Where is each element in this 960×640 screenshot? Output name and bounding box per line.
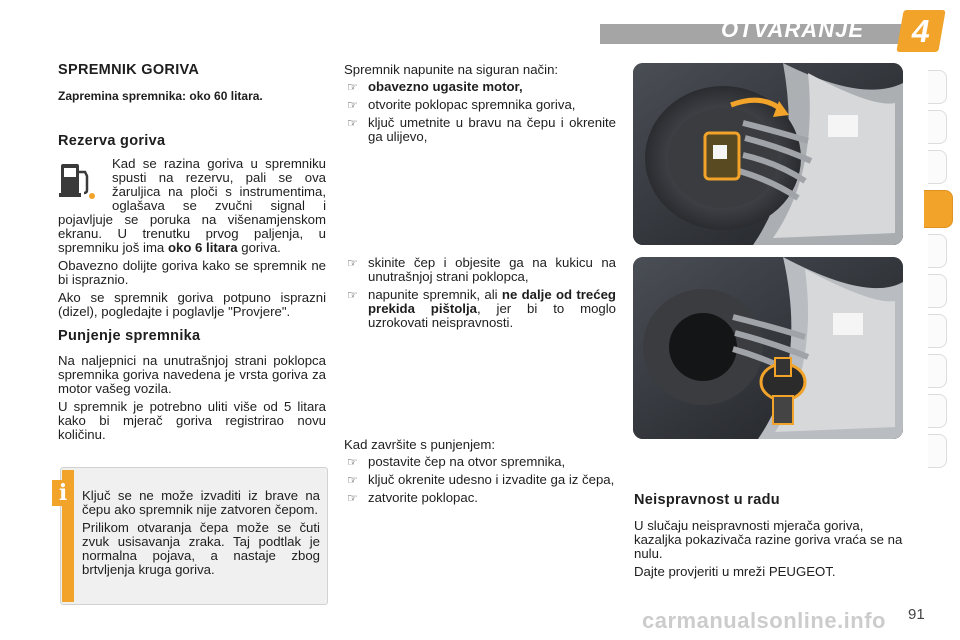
pointing-hand-icon: ☞ xyxy=(347,491,358,505)
step-text: otvorite poklopac spremnika goriva, xyxy=(368,97,576,112)
reserve-paragraph: Kad se razina goriva u spremniku spusti na rezervu, pali se ova žaruljica na ploči s instrumentima, oglašava se zvučni signal i pojavljuje se poruka na višenamjenskom ekranu. U trenutku prvog paljenja, u spremniku još ima xyxy=(58,156,326,255)
chapter-tab[interactable] xyxy=(928,150,947,184)
list-item xyxy=(344,491,616,505)
reserve-warning: Obavezno dolijte goriva kako se spremnik ne bi ispraznio. xyxy=(58,258,326,287)
pointing-hand-icon: ☞ xyxy=(347,455,358,469)
pointing-hand-icon: ☞ xyxy=(347,256,358,270)
chapter-tab[interactable] xyxy=(928,110,947,144)
refill-steps-list xyxy=(344,80,616,148)
fault-advice: Dajte provjeriti u mreži PEUGEOT. xyxy=(634,564,836,579)
list-item xyxy=(344,80,616,94)
chapter-tab[interactable] xyxy=(928,434,947,468)
chapter-tab[interactable] xyxy=(928,70,947,104)
chapter-number-badge: 4 xyxy=(896,10,945,52)
fuel-cap-key-illustration xyxy=(633,63,903,245)
fault-heading: Neispravnost u radu xyxy=(634,492,780,508)
pointing-hand-icon: ☞ xyxy=(347,98,358,112)
reserve-text xyxy=(58,157,326,319)
refill-label-note: Na naljepnici na unutrašnjoj strani poklopca spremnika goriva navedena je vrsta goriva za motor vašeg vozila. xyxy=(58,353,326,396)
chapter-title: OTVARANJE xyxy=(720,17,864,42)
fault-description: U slučaju neispravnosti mjerača goriva, kazaljka pokazivača razine goriva vraća se na nulu. xyxy=(634,518,903,561)
chapter-tab[interactable] xyxy=(928,354,947,388)
tank-capacity: Zapremina spremnika: oko 60 litara. xyxy=(58,89,263,103)
chapter-tabs xyxy=(928,70,952,575)
step-text: ključ okrenite udesno i izvadite ga iz čepa, xyxy=(368,472,615,487)
list-item xyxy=(344,288,616,330)
list-item xyxy=(344,473,616,487)
cap-on-hook-illustration xyxy=(633,257,903,439)
step-text: postavite čep na otvor spremnika, xyxy=(368,454,566,469)
info-icon: i xyxy=(52,480,74,506)
refill-text xyxy=(58,354,326,442)
refill-heading: Punjenje spremnika xyxy=(58,328,201,344)
reserve-amount: oko 6 litara xyxy=(167,240,238,255)
list-item xyxy=(344,455,616,469)
pointing-hand-icon: ☞ xyxy=(347,288,358,302)
info-text xyxy=(82,489,320,577)
chapter-tab-active[interactable] xyxy=(924,190,953,228)
step-text: skinite čep i objesite ga na kukicu na unutrašnjoj strani poklopca, xyxy=(368,255,616,284)
pointing-hand-icon: ☞ xyxy=(347,116,358,130)
reserve-paragraph-end: goriva. xyxy=(237,240,281,255)
chapter-tab[interactable] xyxy=(928,234,947,268)
list-item xyxy=(344,116,616,144)
chapter-tab[interactable] xyxy=(928,394,947,428)
pointing-hand-icon: ☞ xyxy=(347,473,358,487)
after-steps-list xyxy=(344,455,616,509)
photo-cap-on-hook xyxy=(633,257,903,439)
fault-text xyxy=(634,519,906,579)
photo-fuel-cap-key xyxy=(633,63,903,245)
list-item xyxy=(344,98,616,112)
after-refill-intro: Kad završite s punjenjem: xyxy=(344,437,495,452)
step-text: zatvorite poklopac. xyxy=(368,490,478,505)
reserve-diesel-note: Ako se spremnik goriva potpuno isprazni (dizel), pogledajte i poglavlje "Provjere". xyxy=(58,290,326,319)
step-text: napunite spremnik, ali xyxy=(368,287,502,302)
page-number: 91 xyxy=(908,606,925,623)
chapter-tab[interactable] xyxy=(928,274,947,308)
chapter-tab[interactable] xyxy=(928,314,947,348)
info-key-note: Ključ se ne može izvaditi iz brave na čepu ako spremnik nije zatvoren čepom. xyxy=(82,488,320,517)
info-vacuum-note: Prilikom otvaranja čepa može se čuti zvuk usisavanja zraka. Taj podtlak je normalna pojava, a nastaje zbog brtvljenja kruga goriva. xyxy=(82,520,320,577)
list-item xyxy=(344,256,616,284)
pointing-hand-icon: ☞ xyxy=(347,80,358,94)
refill-minimum-note: U spremnik je potrebno uliti više od 5 litara kako bi mjerač goriva registrirao novu količinu. xyxy=(58,399,326,442)
section-heading: SPREMNIK GORIVA xyxy=(58,62,200,78)
refill-steps-list-2 xyxy=(344,256,616,334)
safe-refill-intro: Spremnik napunite na siguran način: xyxy=(344,62,559,77)
watermark: carmanualsonline.info xyxy=(642,608,886,633)
step-bold: ne dalje od trećeg prekida pištolja xyxy=(368,287,616,316)
reserve-heading: Rezerva goriva xyxy=(58,133,166,149)
step-text: ključ umetnite u bravu na čepu i okrenite ga ulijevo, xyxy=(368,115,616,144)
step-text: , jer bi to moglo uzrokovati neispravnosti. xyxy=(368,301,616,330)
step-bold: obavezno ugasite motor, xyxy=(368,79,523,94)
